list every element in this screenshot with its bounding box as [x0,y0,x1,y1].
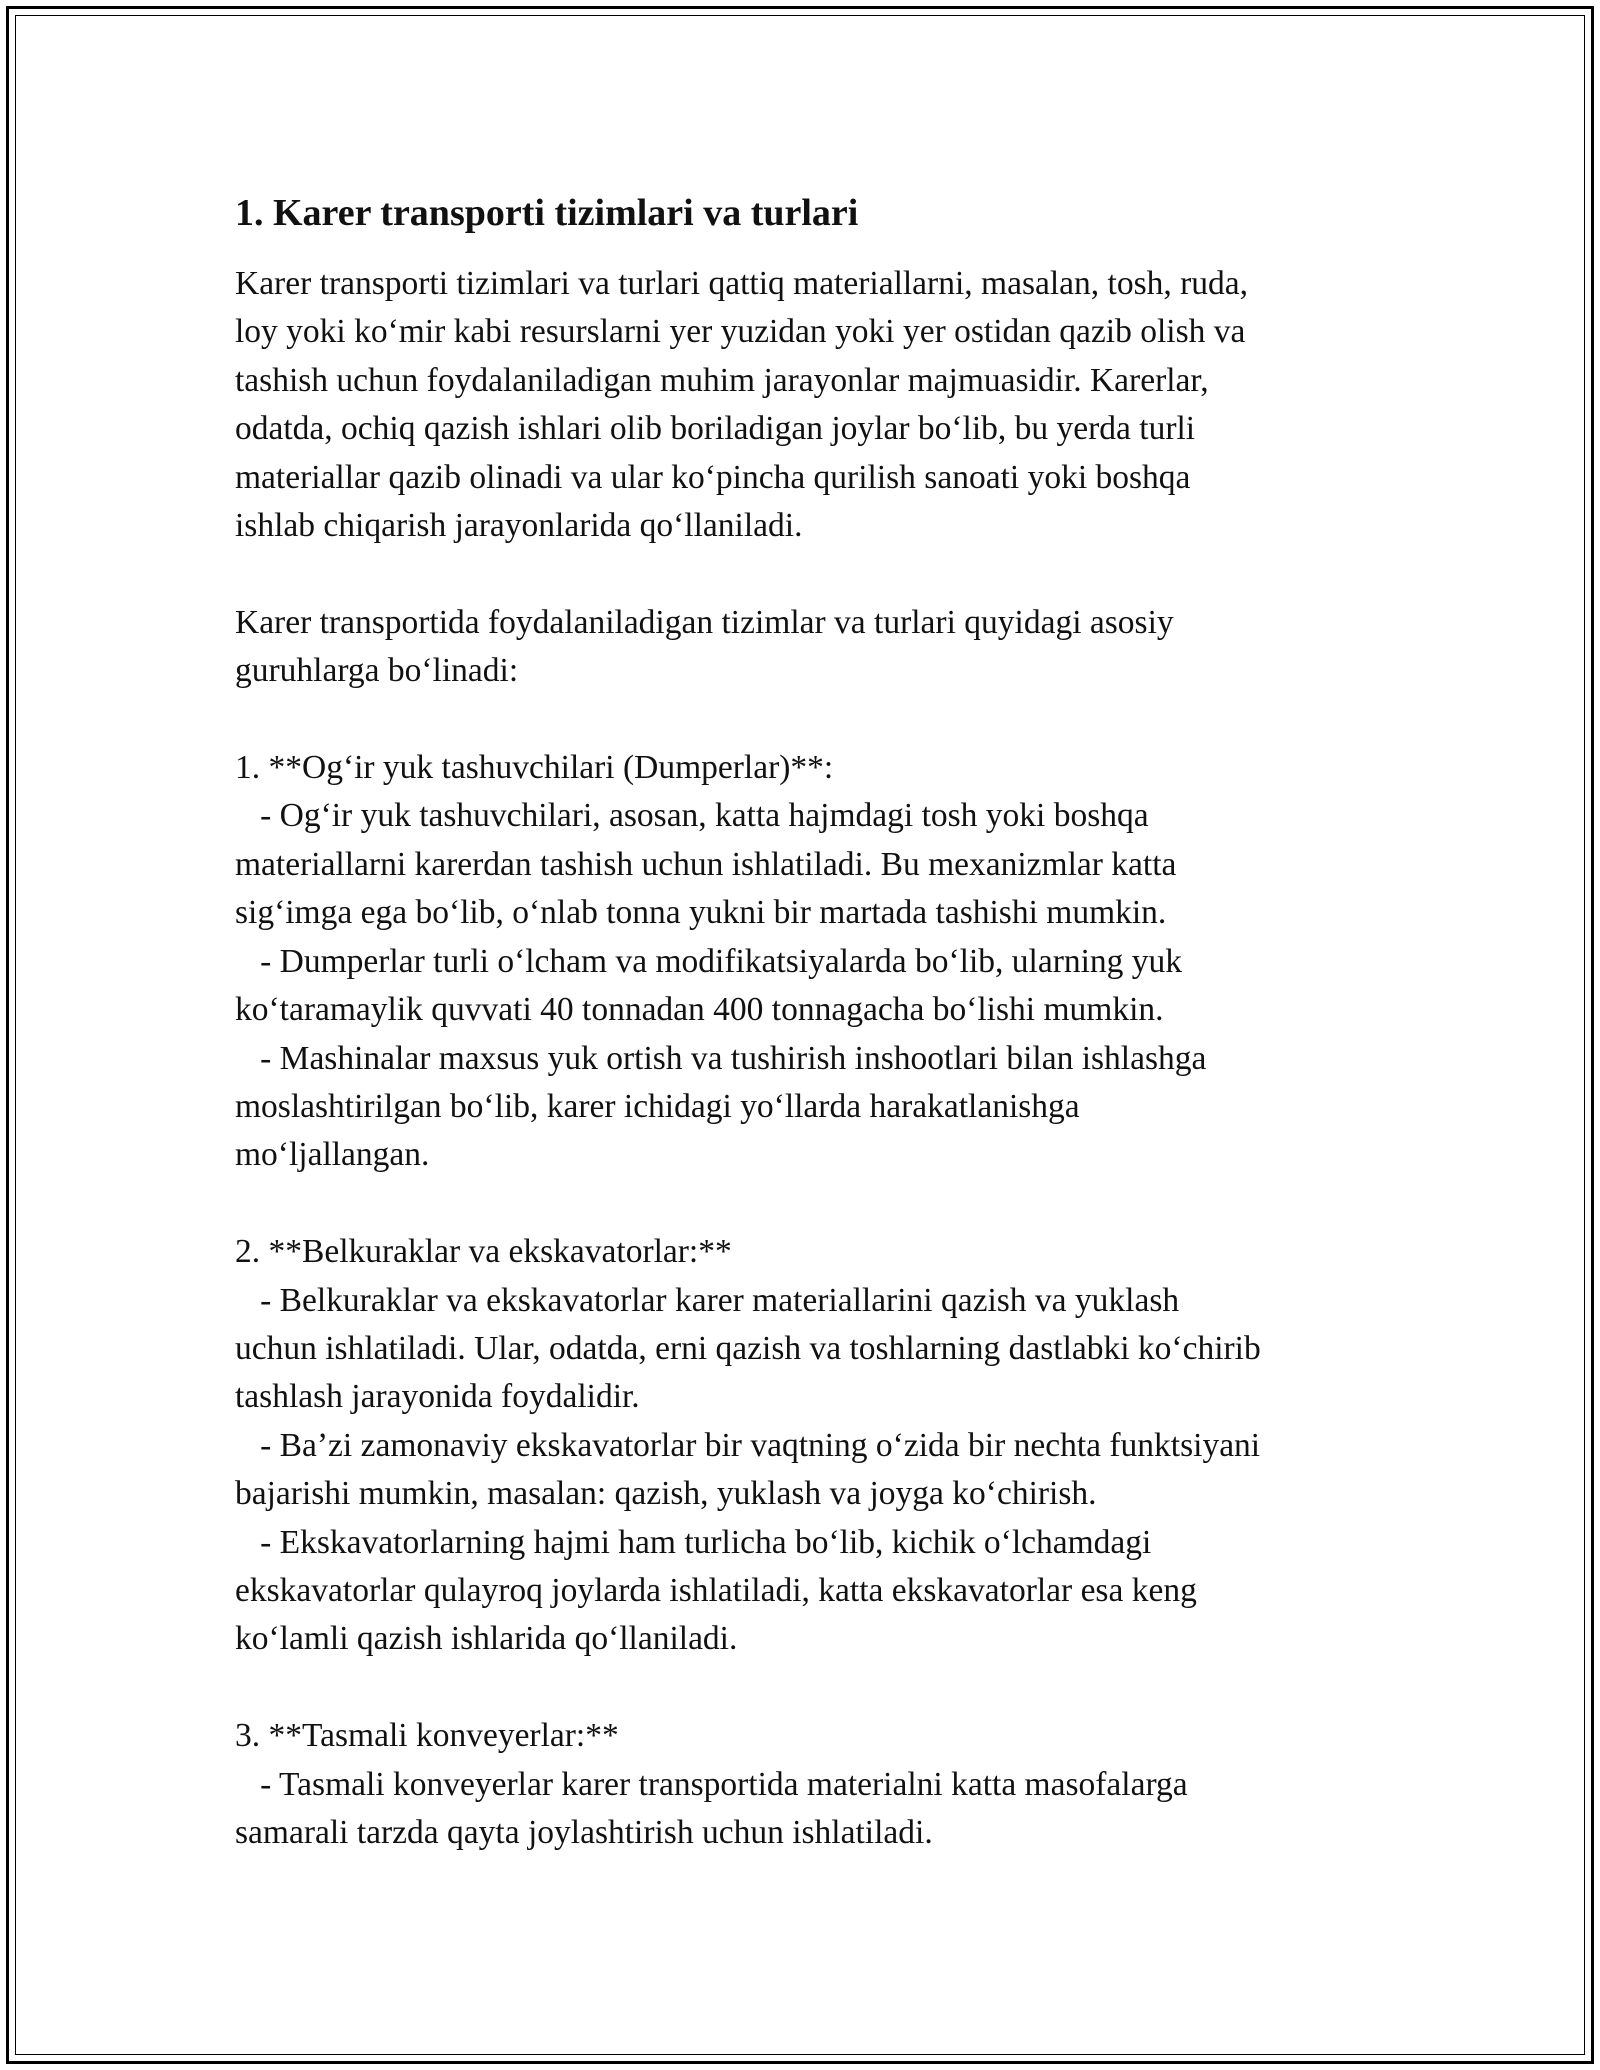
document-body: Karer transporti tizimlari va turlari qattiq materiallarni, masalan, tosh, ruda, loy yoki koʻmir kabi resurslarni yer yuzidan yoki yer ostidan qazib olish va tashish uchun foydalaniladigan muhim jarayonlar majmuasidir. Karerlar, odatda, ochiq qazish ishlari olib boriladigan joylar boʻlib, bu yerda turli materiallar qazib olinadi va ular koʻpincha qurilish sanoati yoki boshqa ishlab chiqarish jarayonlarida qoʻllaniladi. Karer transportida foydalaniladigan tizimlar va turlari quyidagi asosiy guruhlarga boʻlinadi: 1. **Ogʻir yuk tashuvchilari (Dumperlar)**: - Ogʻir yuk tashuvchilari, asosan, katta hajmdagi tosh yoki boshqa materiallarni karerdan tashish uchun ishlatiladi. Bu mexanizmlar katta sigʻimga ega boʻlib, oʻnlab tonna yukni bir martada tashishi mumkin. - Dumperlar turli oʻlcham va modifikatsiyalarda boʻlib, ularning yuk koʻtaramaylik quvvati 40 tonnadan 400 tonnagacha boʻlishi mumkin. - Mashinalar maxsus yuk ortish va tushirish inshootlari bilan ishlashga moslashtirilgan boʻlib, karer ichidagi yoʻllarda harakatlanishga moʻljallangan. 2. **Belkuraklar va ekskavatorlar:** - Belkuraklar va ekskavatorlar karer materiallarini qazish va yuklash uchun ishlatiladi. Ular, odatda, erni qazish va toshlarning dastlabki koʻchirib tashlash jarayonida foydalidir. - Baʼzi zamonaviy ekskavatorlar bir vaqtning oʻzida bir nechta funktsiyani bajarishi mumkin, masalan: qazish, yuklash va joyga koʻchirish. - Ekskavatorlarning hajmi ham turlicha boʻlib, kichik oʻlchamdagi ekskavatorlar qulayroq joylarda ishlatiladi, katta ekskavatorlar esa keng koʻlamli qazish ishlarida qoʻllaniladi. 3. **Tasmali konveyerlar:** - Tasmali konveyerlar karer transportida materialni katta masofalarga samarali tarzda qayta joylashtirish uchun ishlatiladi. [235,265,1261,1851]
document-content [235,185,1395,1857]
document-title: 1. Karer transporti tizimlari va turlari [235,192,859,234]
